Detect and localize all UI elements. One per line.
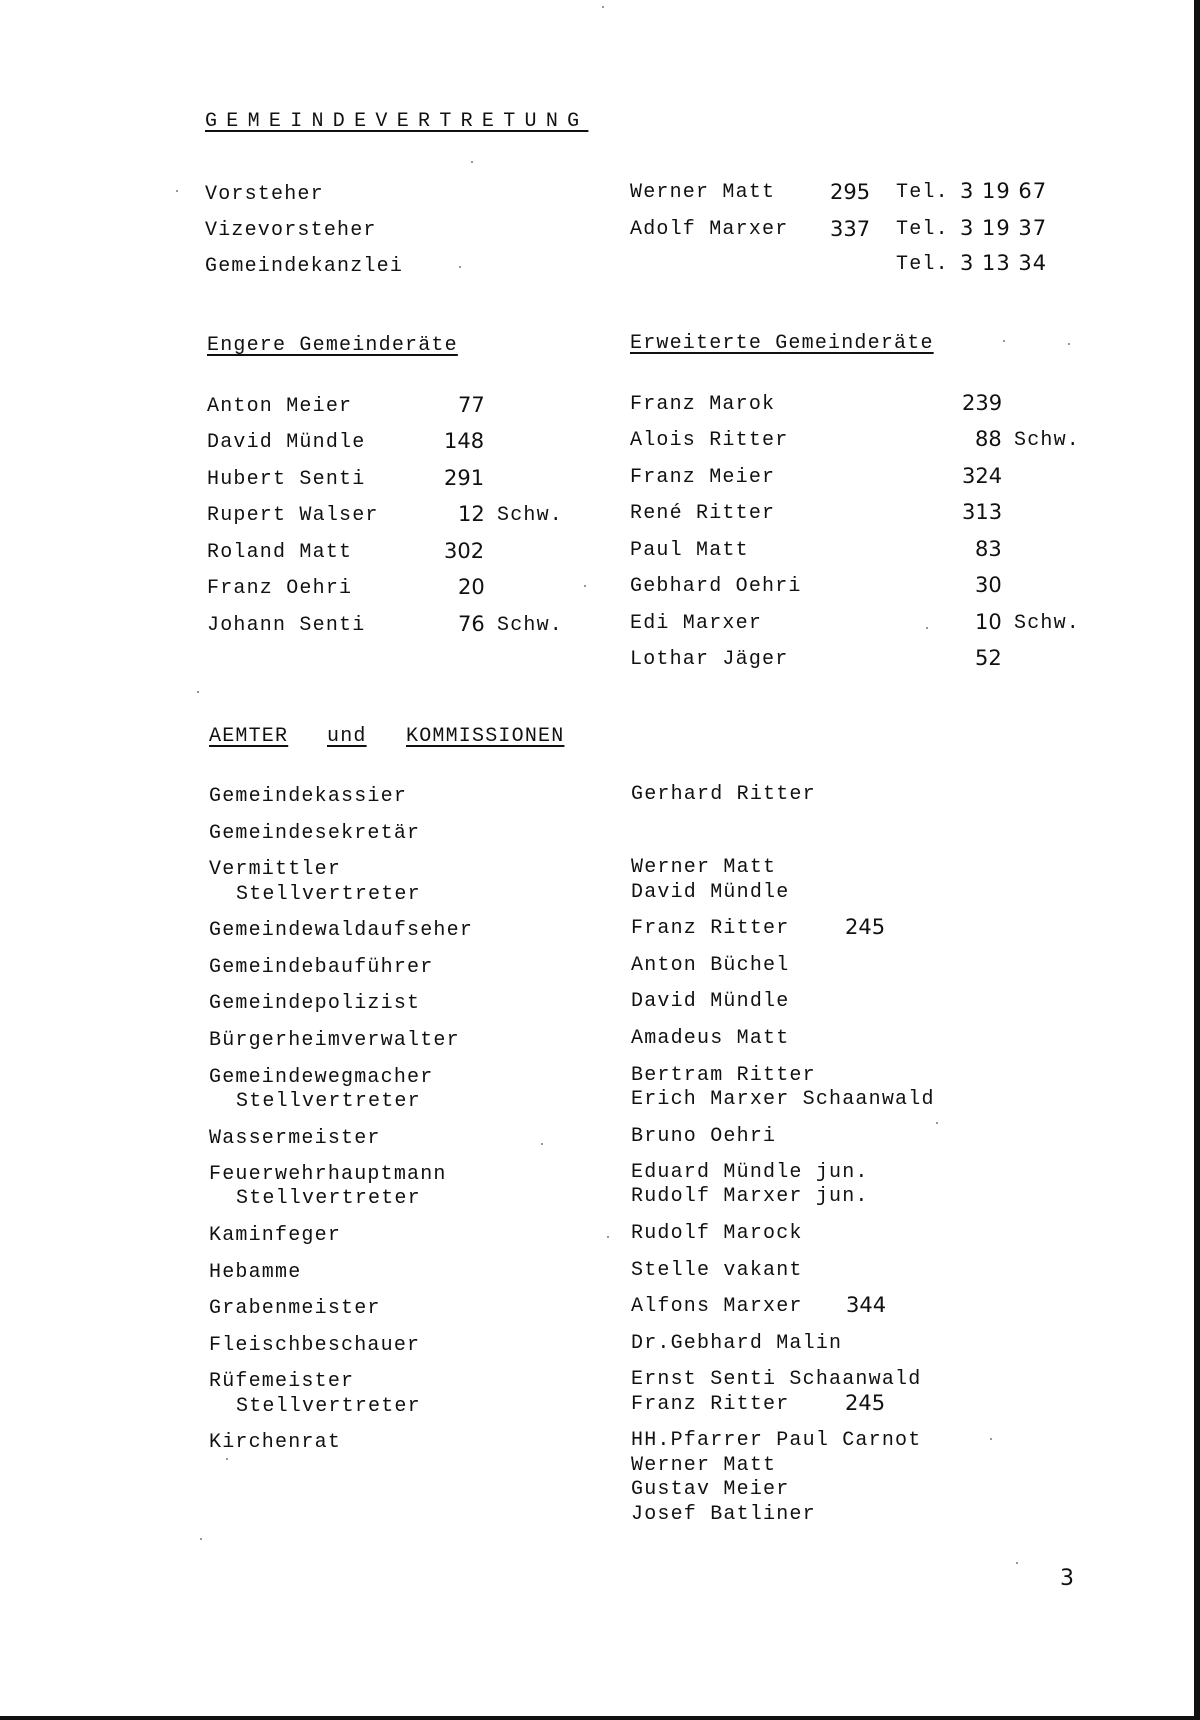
person-name: Anton Büchel <box>631 954 790 977</box>
member-number: 83 <box>975 537 1002 561</box>
person-name: Gerhard Ritter <box>631 783 816 806</box>
member-number: 77 <box>458 393 485 417</box>
scan-speck <box>990 1438 992 1440</box>
member-number: 10 <box>975 610 1002 634</box>
member-number: 324 <box>962 464 1003 488</box>
phone-number: 3 19 67 <box>960 179 1048 203</box>
person-name: Stelle vakant <box>631 1259 803 1282</box>
scan-speck <box>176 190 178 192</box>
role-label: Gemeindewegmacher <box>209 1066 434 1089</box>
role-label: Stellvertreter <box>236 883 421 906</box>
person-name: Gustav Meier <box>631 1478 790 1501</box>
member-name: Roland Matt <box>207 541 353 564</box>
person-name: Ernst Senti Schaanwald <box>631 1368 922 1391</box>
scan-speck <box>1016 1562 1018 1564</box>
scan-speck <box>602 6 604 8</box>
person-name: Werner Matt <box>631 1454 777 1477</box>
page-number: 3 <box>1060 1566 1074 1591</box>
role-label: Vermittler <box>209 858 342 881</box>
member-name: Franz Oehri <box>207 577 353 600</box>
person-number: 245 <box>845 915 886 939</box>
member-number: 30 <box>975 573 1002 597</box>
member-number: 52 <box>975 646 1002 670</box>
member-number: 313 <box>962 500 1003 524</box>
member-note: Schw. <box>1014 429 1081 452</box>
person-name: Bertram Ritter <box>631 1064 816 1087</box>
role-label: Rüfemeister <box>209 1370 355 1393</box>
role-label: Gemeindewaldaufseher <box>209 919 474 942</box>
erweiterte-heading: Erweiterte Gemeinderäte <box>630 332 934 355</box>
member-name: Anton Meier <box>207 395 353 418</box>
person-name: Franz Ritter <box>631 1393 790 1416</box>
member-name: Hubert Senti <box>207 468 366 491</box>
role-label: Grabenmeister <box>209 1297 381 1320</box>
person-number: 344 <box>846 1293 887 1317</box>
member-name: René Ritter <box>630 502 776 525</box>
scan-speck <box>200 1538 202 1540</box>
member-name: Johann Senti <box>207 614 366 637</box>
official-number: 295 <box>830 180 871 204</box>
person-name: Alfons Marxer <box>631 1295 803 1318</box>
role-label: Stellvertreter <box>236 1395 421 1418</box>
scan-speck <box>1068 343 1070 345</box>
member-number: 76 <box>458 612 485 636</box>
person-name: Eduard Mündle jun. <box>631 1161 869 1184</box>
tel-label: Tel. <box>896 181 949 204</box>
person-name: HH.Pfarrer Paul Carnot <box>631 1429 922 1452</box>
person-name: Werner Matt <box>631 856 777 879</box>
scan-speck <box>926 627 928 629</box>
scan-speck <box>459 266 461 268</box>
person-name: Erich Marxer Schaanwald <box>631 1088 935 1111</box>
official-role: Gemeindekanzlei <box>205 255 404 278</box>
member-name: Edi Marxer <box>630 612 763 635</box>
phone-number: 3 13 34 <box>960 251 1048 275</box>
role-label: Gemeindepolizist <box>209 992 421 1015</box>
role-label: Stellvertreter <box>236 1090 421 1113</box>
role-label: Feuerwehrhauptmann <box>209 1163 447 1186</box>
role-label: Wassermeister <box>209 1127 381 1150</box>
role-label: Gemeindebauführer <box>209 956 434 979</box>
member-number: 291 <box>444 466 485 490</box>
role-label: Bürgerheimverwalter <box>209 1029 460 1052</box>
member-name: Paul Matt <box>630 539 749 562</box>
aemter-heading-right: KOMMISSIONEN <box>406 725 565 748</box>
scan-speck <box>471 161 473 163</box>
member-note: Schw. <box>497 504 564 527</box>
member-number: 239 <box>962 391 1003 415</box>
scan-speck <box>1003 340 1005 342</box>
official-name: Werner Matt <box>630 181 776 204</box>
role-label: Kaminfeger <box>209 1224 342 1247</box>
member-name: Franz Meier <box>630 466 776 489</box>
member-note: Schw. <box>497 614 564 637</box>
scan-speck <box>584 585 586 587</box>
person-name: Dr.Gebhard Malin <box>631 1332 843 1355</box>
scan-speck <box>607 1236 609 1238</box>
person-name: Rudolf Marock <box>631 1222 803 1245</box>
person-name: David Mündle <box>631 881 790 904</box>
role-label: Kirchenrat <box>209 1431 342 1454</box>
role-label: Stellvertreter <box>236 1187 421 1210</box>
aemter-heading-mid: und <box>327 725 367 748</box>
member-name: Alois Ritter <box>630 429 789 452</box>
tel-label: Tel. <box>896 218 949 241</box>
member-name: Rupert Walser <box>207 504 379 527</box>
member-name: Gebhard Oehri <box>630 575 802 598</box>
scan-speck <box>936 1122 938 1124</box>
scan-speck <box>197 691 199 693</box>
member-number: 302 <box>444 539 485 563</box>
person-name: Josef Batliner <box>631 1503 816 1526</box>
member-number: 148 <box>444 429 485 453</box>
person-name: Amadeus Matt <box>631 1027 790 1050</box>
scan-speck <box>226 1458 228 1460</box>
scan-speck <box>541 1143 543 1145</box>
role-label: Gemeindesekretär <box>209 822 421 845</box>
person-name: Rudolf Marxer jun. <box>631 1185 869 1208</box>
member-name: Lothar Jäger <box>630 648 789 671</box>
person-name: Bruno Oehri <box>631 1125 777 1148</box>
member-note: Schw. <box>1014 612 1081 635</box>
role-label: Gemeindekassier <box>209 785 408 808</box>
page-title: GEMEINDEVERTRETUNG <box>205 110 589 133</box>
tel-label: Tel. <box>896 253 949 276</box>
official-number: 337 <box>830 217 871 241</box>
person-name: David Mündle <box>631 990 790 1013</box>
member-number: 88 <box>975 427 1002 451</box>
role-label: Hebamme <box>209 1261 302 1284</box>
official-name: Adolf Marxer <box>630 218 789 241</box>
person-name: Franz Ritter <box>631 917 790 940</box>
member-number: 20 <box>458 575 485 599</box>
member-name: Franz Marok <box>630 393 776 416</box>
member-name: David Mündle <box>207 431 366 454</box>
member-number: 12 <box>458 502 485 526</box>
person-number: 245 <box>845 1391 886 1415</box>
aemter-heading-left: AEMTER <box>209 725 289 748</box>
official-role: Vorsteher <box>205 183 324 206</box>
official-role: Vizevorsteher <box>205 219 377 242</box>
engere-heading: Engere Gemeinderäte <box>207 334 458 357</box>
phone-number: 3 19 37 <box>960 216 1048 240</box>
role-label: Fleischbeschauer <box>209 1334 421 1357</box>
